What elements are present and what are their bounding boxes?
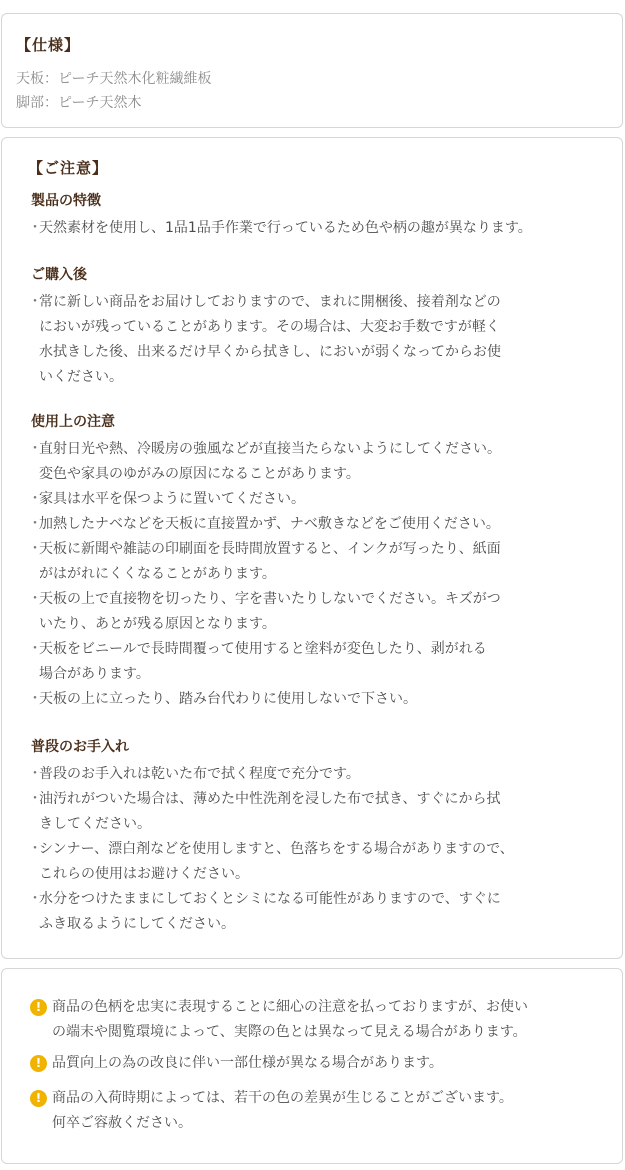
spec-title: 【仕様】 (16, 36, 81, 54)
bullet-icon: ・ (28, 516, 42, 532)
bullet-icon: ・ (28, 294, 42, 310)
bullet-icon: ・ (28, 791, 42, 807)
exclamation-circle-icon: ! (30, 999, 47, 1016)
list-item: ・ 天板をビニールで長時間覆って使用すると塗料が変色したり、剥がれる 場合があります。 (28, 637, 608, 687)
list-item: ・ 水分をつけたままにしておくとシミになる可能性がありますので、すぐに ふき取るようにしてください。 (28, 887, 608, 937)
list-item: ・ シンナー、漂白剤などを使用しますと、色落ちをする場合がありますので、 これらの使用はお避けください。 (28, 837, 608, 887)
list-item: ・ 油汚れがついた場合は、薄めた中性洗剤を浸した布で拭き、すぐにから拭 きしてください。 (28, 787, 608, 837)
bullet-icon: ・ (28, 541, 42, 557)
list-item: ・ 常に新しい商品をお届けしておりますので、まれに開梱後、接着剤などの においが残っていることがあります。その場合は、大変お手数ですが軽く 水拭きした後、出来るだけ早くから拭きし、においが弱くなってからお使 いください。 (28, 290, 608, 390)
bullet-icon: ・ (28, 591, 42, 607)
spec-legs: 脚部：ピーチ天然木 (16, 95, 142, 111)
section-title-features: 製品の特徴 (31, 193, 101, 209)
bullet-icon: ・ (28, 641, 42, 657)
section-title-after-purchase: ご購入後 (31, 267, 87, 283)
bullet-icon: ・ (28, 691, 42, 707)
bullet-icon: ・ (28, 491, 42, 507)
bullet-icon: ・ (28, 766, 42, 782)
exclamation-circle-icon: ! (30, 1055, 47, 1072)
warning-panel (1, 968, 623, 1164)
notice-panel (1, 137, 623, 959)
bullet-icon: ・ (28, 220, 42, 236)
list-item: ・ 普段のお手入れは乾いた布で拭く程度で充分です。 (28, 762, 608, 787)
warning-item: ! 商品の入荷時期によっては、若干の色の差異が生じることがございます。 何卒ご容赦ください。 (30, 1086, 610, 1136)
bullet-icon: ・ (28, 841, 42, 857)
section-title-usage: 使用上の注意 (31, 414, 115, 430)
warning-item: ! 商品の色柄を忠実に表現することに細心の注意を払っておりますが、お使い の端末や閲覧環境によって、実際の色とは異なって見える場合があります。 (30, 995, 610, 1045)
bullet-icon: ・ (28, 891, 42, 907)
notice-title: 【ご注意】 (28, 159, 109, 177)
warning-item: ! 品質向上の為の改良に伴い一部仕様が異なる場合があります。 (30, 1051, 610, 1076)
list-item: ・ 天板に新聞や雑誌の印刷面を長時間放置すると、インクが写ったり、紙面 がはがれにくくなることがあります。 (28, 537, 608, 587)
spec-tabletop: 天板：ピーチ天然木化粧繊維板 (16, 71, 212, 87)
list-item: ・ 加熱したナベなどを天板に直接置かず、ナベ敷きなどをご使用ください。 (28, 512, 608, 537)
list-item: ・ 天板の上に立ったり、踏み台代わりに使用しないで下さい。 (28, 687, 608, 712)
list-item: ・ 直射日光や熱、冷暖房の強風などが直接当たらないようにしてください。 変色や家具のゆがみの原因になることがあります。 (28, 437, 608, 487)
spec-panel (1, 13, 623, 128)
bullet-icon: ・ (28, 441, 42, 457)
exclamation-circle-icon: ! (30, 1090, 47, 1107)
section-title-care: 普段のお手入れ (31, 739, 129, 755)
list-item: ・ 家具は水平を保つように置いてください。 (28, 487, 608, 512)
list-item: ・ 天然素材を使用し、1品1品手作業で行っているため色や柄の趣が異なります。 (28, 216, 608, 241)
list-item: ・ 天板の上で直接物を切ったり、字を書いたりしないでください。キズがつ いたり、あとが残る原因となります。 (28, 587, 608, 637)
